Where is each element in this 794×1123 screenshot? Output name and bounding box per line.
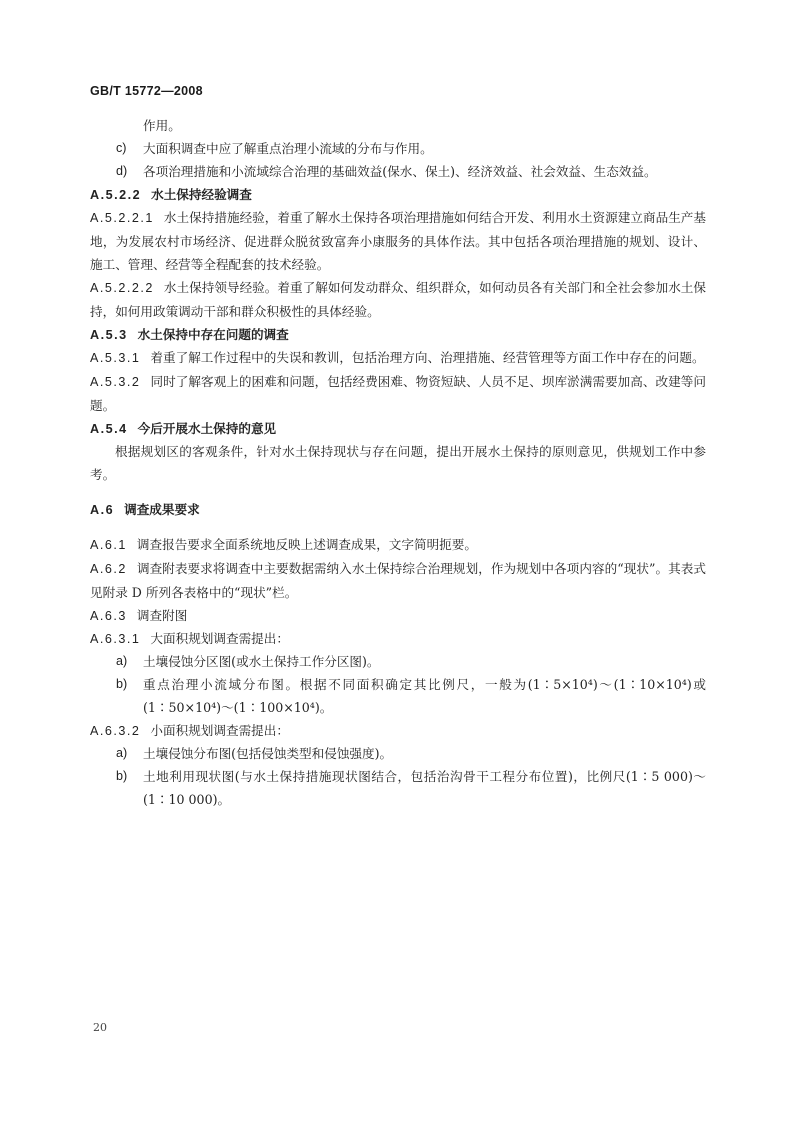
section-title: 调查成果要求: [124, 502, 200, 517]
list-text: 土壤侵蚀分布图(包括侵蚀类型和侵蚀强度)。: [143, 746, 393, 761]
list-item-d: [90, 160, 706, 183]
section-title: 调查附图: [136, 608, 188, 623]
document-body: [90, 114, 706, 811]
list-text: 大面积调查中应了解重点治理小流域的分布与作用。: [143, 141, 433, 156]
section-number: A.6.3.1: [90, 632, 141, 646]
paragraph-text: 作用。: [143, 118, 181, 133]
section-heading-a6: [90, 498, 706, 521]
paragraph-a62: [90, 557, 706, 604]
section-heading-a54: [90, 417, 706, 440]
page-number: 20: [93, 1021, 107, 1034]
paragraph-a632: [90, 719, 706, 742]
paragraph-text: 大面积规划调查需提出：: [150, 631, 289, 646]
section-heading-a63: [90, 604, 706, 627]
list-item-a632a: [90, 742, 706, 765]
list-item-a631a: [90, 650, 706, 673]
list-text: 土地利用现状图(与水土保持措施现状图结合，包括治沟骨干工程分布位置)，比例尺(1∶5 000)～(1∶10 000)。: [143, 769, 706, 807]
list-marker: b): [116, 677, 128, 691]
paragraph-text: 调查报告要求全面系统地反映上述调查成果，文字简明扼要。: [136, 537, 477, 552]
section-title: 今后开展水土保持的意见: [137, 421, 277, 436]
section-number: A.5.2.2: [90, 188, 142, 202]
list-text: 各项治理措施和小流域综合治理的基础效益(保水、保土)、经济效益、社会效益、生态效益。: [143, 164, 657, 179]
paragraph-a5222: [90, 276, 706, 323]
section-heading-a53: [90, 323, 706, 346]
section-number: A.5.3.2: [90, 375, 141, 389]
paragraph-a54: [90, 440, 706, 486]
section-number: A.5.4: [90, 422, 128, 436]
list-marker: c): [116, 141, 127, 155]
list-marker: b): [116, 769, 128, 783]
paragraph-text: 小面积规划调查需提出：: [150, 723, 289, 738]
section-gap: [90, 486, 706, 498]
section-number: A.6.3: [90, 609, 127, 623]
section-number: A.6.1: [90, 538, 127, 552]
section-number: A.5.2.2.2: [90, 281, 154, 295]
paragraph-a5221: [90, 206, 706, 276]
section-number: A.6: [90, 503, 115, 517]
section-title: 水土保持中存在问题的调查: [137, 327, 289, 342]
standard-number-header: GB/T 15772—2008: [90, 84, 203, 98]
paragraph-a631: [90, 627, 706, 650]
section-number: A.6.3.2: [90, 724, 141, 738]
section-heading-a522: [90, 183, 706, 206]
paragraph-text: 水土保持领导经验。着重了解如何发动群众、组织群众，如何动员各有关部门和全社会参加水土保持，如何用政策调动干部和群众积极性的具体经验。: [90, 280, 706, 319]
paragraph-text: 同时了解客观上的困难和问题，包括经费困难、物资短缺、人员不足、坝库淤满需要加高、改建等问题。: [90, 374, 706, 413]
paragraph-a531: [90, 346, 706, 370]
list-marker: a): [116, 654, 128, 668]
list-item-a632b: [90, 765, 706, 811]
paragraph-a532: [90, 370, 706, 417]
list-text: 重点治理小流域分布图。根据不同面积确定其比例尺，一般为(1∶5×10⁴)～(1∶10×10⁴)或(1∶50×10⁴)～(1∶100×10⁴)。: [143, 677, 706, 715]
paragraph-a61: [90, 533, 706, 557]
paragraph-text: 根据规划区的客观条件，针对水土保持现状与存在问题，提出开展水土保持的原则意见，供规划工作中参考。: [90, 444, 706, 482]
list-item-c: [90, 137, 706, 160]
paragraph-text: 调查附表要求将调查中主要数据需纳入水土保持综合治理规划，作为规划中各项内容的“现状”。其表式见附录 D 所列各表格中的“现状”栏。: [90, 561, 706, 600]
section-title: 水土保持经验调查: [151, 187, 252, 202]
section-number: A.5.3: [90, 328, 128, 342]
paragraph-text: 水土保持措施经验，着重了解水土保持各项治理措施如何结合开发、利用水土资源建立商品生产基地，为发展农村市场经济、促进群众脱贫致富奔小康服务的具体作法。其中包括各项治理措施的规划、设计、施工、管理、经营等全程配套的技术经验。: [90, 210, 706, 272]
section-number: A.6.2: [90, 562, 127, 576]
list-text: 土壤侵蚀分区图(或水土保持工作分区图)。: [143, 654, 380, 669]
section-number: A.5.2.2.1: [90, 211, 154, 225]
list-item-a631b: [90, 673, 706, 719]
section-number: A.5.3.1: [90, 351, 141, 365]
list-marker: a): [116, 746, 128, 760]
list-item: [90, 114, 706, 137]
section-gap: [90, 521, 706, 533]
paragraph-text: 着重了解工作过程中的失误和教训，包括治理方向、治理措施、经营管理等方面工作中存在的问题。: [150, 350, 705, 365]
list-marker: d): [116, 164, 128, 178]
